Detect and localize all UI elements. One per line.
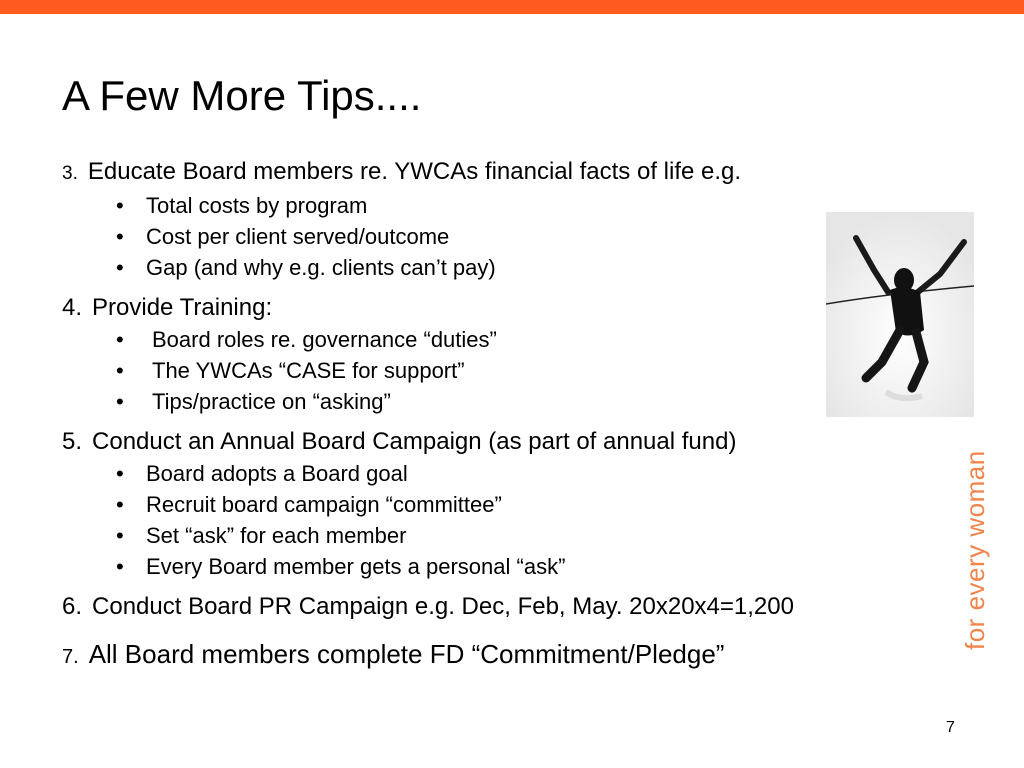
tip-number: 3. [62, 163, 78, 184]
top-accent-bar [0, 0, 1024, 14]
bullet-icon: • [116, 492, 124, 517]
list-item-text: Gap (and why e.g. clients can’t pay) [146, 255, 496, 280]
tip-heading [62, 426, 822, 458]
tip-subitems [62, 190, 822, 283]
tip-number: 7. [62, 646, 79, 668]
tip-heading [62, 156, 822, 190]
tip-text: Provide Training: [92, 294, 273, 321]
list-item-text: Cost per client served/outcome [146, 224, 450, 249]
list-item [112, 190, 822, 221]
bullet-icon: • [116, 224, 124, 249]
list-item-text: Every Board member gets a personal “ask” [146, 554, 566, 579]
list-item [112, 520, 822, 551]
tip-text: Educate Board members re. YWCAs financial facts of life e.g. [87, 158, 742, 185]
list-item [112, 221, 822, 252]
list-item-text: The YWCAs “CASE for support” [152, 358, 465, 383]
tip-text: All Board members complete FD “Commitment/Pledge” [88, 639, 725, 669]
list-item-text: Total costs by program [146, 193, 368, 218]
tip-text: Conduct Board PR Campaign e.g. Dec, Feb, May. 20x20x4=1,200 [92, 593, 794, 620]
list-item-text: Tips/practice on “asking” [152, 389, 391, 414]
bullet-icon: • [116, 523, 124, 548]
list-item [112, 458, 822, 489]
list-item-text: Board adopts a Board goal [146, 461, 408, 486]
list-item-text: Recruit board campaign “committee” [146, 492, 502, 517]
tip-7 [62, 637, 822, 674]
tips-list [62, 156, 822, 683]
bullet-icon: • [116, 461, 124, 486]
tip-heading [62, 637, 822, 674]
runner-photo [826, 212, 974, 417]
bullet-icon: • [116, 389, 124, 414]
bullet-icon: • [116, 554, 124, 579]
tip-number: 6. [62, 593, 83, 620]
bullet-icon: • [116, 327, 124, 352]
tip-5 [62, 426, 822, 582]
tip-number: 5. [62, 428, 83, 455]
bullet-icon: • [116, 193, 124, 218]
tip-number: 4. [62, 294, 83, 321]
runner-finish-line-icon [826, 212, 974, 417]
tip-3 [62, 156, 822, 283]
list-item [112, 386, 822, 417]
tip-heading [62, 292, 822, 324]
list-item [112, 489, 822, 520]
tip-subitems [62, 458, 822, 582]
list-item-text: Board roles re. governance “duties” [152, 327, 497, 352]
tip-4 [62, 292, 822, 417]
list-item [112, 252, 822, 283]
tip-text: Conduct an Annual Board Campaign (as part of annual fund) [92, 428, 737, 455]
bullet-icon: • [116, 255, 124, 280]
list-item [112, 551, 822, 582]
tip-subitems [62, 324, 822, 417]
tip-heading [62, 591, 822, 623]
side-tagline: for every woman [960, 450, 990, 650]
list-item [112, 355, 822, 386]
slide-title: A Few More Tips.... [62, 72, 422, 119]
bullet-icon: • [116, 358, 124, 383]
tip-6 [62, 591, 822, 623]
list-item [112, 324, 822, 355]
list-item-text: Set “ask” for each member [146, 523, 407, 548]
page-number: 7 [946, 719, 955, 736]
